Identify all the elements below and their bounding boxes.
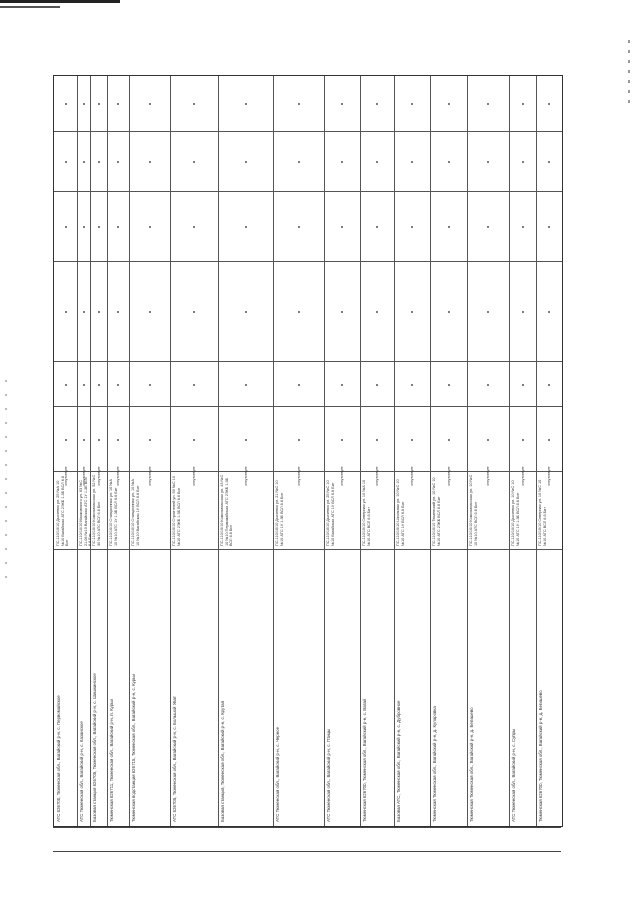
row-status: отсутствует: [520, 466, 525, 486]
empty-cell-mark: [117, 384, 119, 386]
row-address: АТС Тюменская обл., Вагайский р-н, с. Птицы: [326, 728, 331, 822]
empty-cell-mark: [98, 311, 100, 313]
empty-cell-mark: [411, 384, 413, 386]
row-divider: [54, 131, 562, 132]
row-status: отсутствует: [147, 466, 152, 486]
row-equipment: ПС-110/10/10 Северная ул. 10 №А 10 №10 АТС ВСЛ 6.6 Бит: [362, 479, 371, 546]
scan-artifact-top-secondary: [0, 6, 60, 8]
empty-cell-mark: [193, 439, 195, 441]
row-status: отсутствует: [63, 466, 68, 486]
empty-cell-mark: [448, 161, 450, 163]
row-divider: [54, 261, 562, 262]
empty-cell-mark: [376, 439, 378, 441]
empty-cell-mark: [411, 311, 413, 313]
empty-cell-mark: [298, 384, 300, 386]
empty-cell-mark: [65, 384, 67, 386]
empty-cell-mark: [376, 311, 378, 313]
empty-cell-mark: [448, 311, 450, 313]
empty-cell-mark: [83, 161, 85, 163]
empty-cell-mark: [411, 226, 413, 228]
row-equipment: ПС-110/10/10 Тюменский ул. 10 №С 10 №10 АТС 2ЭКБ ВСЛ 6.6 Бит: [432, 477, 441, 546]
row-equipment: ПС-110/10/10 Дьяченко ул. 10 №С 10 №10 АТС 1У 1.3Б ВСЛ 6.6 Бит: [511, 480, 520, 546]
scan-artifact-top: [0, 0, 120, 3]
empty-cell-mark: [298, 103, 300, 105]
empty-cell-mark: [487, 103, 489, 105]
row-address: Базовая станция 626705, Тюменская обл., Вагайский р-н, с. Шишкинское: [92, 673, 97, 822]
column-divider: [536, 76, 537, 826]
empty-cell-mark: [65, 311, 67, 313]
column-divider: [107, 76, 108, 826]
footer-rule-lower: [53, 851, 561, 852]
row-status: отсутствует: [96, 466, 101, 486]
empty-cell-mark: [193, 103, 195, 105]
empty-cell-mark: [83, 439, 85, 441]
empty-cell-mark: [448, 439, 450, 441]
empty-cell-mark: [341, 103, 343, 105]
row-equipment: ПС-110/10/10 Комсомольская ул. 52 №С 30 №10 АТС ВСЛ 6.6 Бит: [92, 474, 101, 546]
empty-cell-mark: [245, 226, 247, 228]
empty-cell-mark: [548, 103, 550, 105]
empty-cell-mark: [149, 311, 151, 313]
column-divider: [324, 76, 325, 826]
row-equipment: ПС-110/10/10 Школьная ул. 10 №С 10 №10 АТС 1У ВСЛ 6.6 Бит: [396, 479, 405, 546]
empty-cell-mark: [376, 226, 378, 228]
empty-cell-mark: [411, 161, 413, 163]
empty-cell-mark: [341, 439, 343, 441]
row-equipment: ПС-110/10/10 Маяковского ул. 63 №С 21.06 №10 Вагайская АТС 1У 1.3Б ВСЛ 6.6 Бит: [79, 476, 93, 546]
row-address: Базовая АТС, Тюменская обл., Вагайский р-н, с. Дубровное: [396, 700, 401, 822]
empty-cell-mark: [193, 161, 195, 163]
row-equipment: ПС-110/10/10 Строителей ул. 59 №С 10 №10 АТС 2ЭКБ 1.3Б ВСЛ 6.6 Бит: [172, 476, 181, 546]
row-equipment: ПС-110/10/10 Дьяченко ул. 21 №С 10 №10 АТС 1У 1.3Б ВСЛ 6.6 Бит: [275, 480, 284, 546]
empty-cell-mark: [193, 384, 195, 386]
column-divider: [509, 76, 510, 826]
row-address: АТС Тюменская обл., Вагайский р-н, с. Казанское: [79, 721, 84, 822]
column-divider: [170, 76, 171, 826]
empty-cell-mark: [117, 103, 119, 105]
column-divider: [467, 76, 468, 826]
row-status: отсутствует: [340, 466, 344, 486]
empty-cell-mark: [245, 161, 247, 163]
column-divider: [430, 76, 431, 826]
empty-cell-mark: [522, 384, 524, 386]
row-address: Тюменская 626711, Тюменская обл., Вагайский р-н, п. Курьи: [109, 699, 114, 822]
column-divider: [360, 76, 361, 826]
empty-cell-mark: [117, 439, 119, 441]
row-divider: [54, 361, 562, 362]
empty-cell-mark: [376, 161, 378, 163]
rotated-data-table: [53, 75, 563, 827]
empty-cell-mark: [298, 226, 300, 228]
empty-cell-mark: [117, 226, 119, 228]
row-status: отсутствует: [296, 466, 301, 486]
row-address: Тюменская 626700, Тюменская обл., Вагайский р-н, с. Вагай: [362, 699, 367, 822]
empty-cell-mark: [487, 161, 489, 163]
empty-cell-mark: [193, 226, 195, 228]
empty-cell-mark: [341, 161, 343, 163]
row-divider: [54, 191, 562, 192]
empty-cell-mark: [548, 161, 550, 163]
row-equipment: ПС-110/10/10 Комсомольская ул. 43 №С 10 №10 Первомайская АТС 2ЭКБ 1.3Б ВСЛ 6.6 Бит: [220, 474, 234, 546]
scan-margin-specks-left: [5, 380, 7, 580]
column-divider: [218, 76, 219, 826]
empty-cell-mark: [83, 226, 85, 228]
empty-cell-mark: [448, 103, 450, 105]
row-status: отсутствует: [116, 466, 120, 486]
empty-cell-mark: [298, 439, 300, 441]
row-address: АТС Тюменская обл., Вагайский р-н, с. Супры: [511, 728, 516, 822]
empty-cell-mark: [117, 311, 119, 313]
empty-cell-mark: [522, 226, 524, 228]
empty-cell-mark: [83, 311, 85, 313]
empty-cell-mark: [98, 103, 100, 105]
row-equipment: ПС-110/10/10 Северная ул. 10 №С 10 №10 АТС ВСЛ 6.6 Бит: [538, 479, 547, 546]
row-status: отсутствует: [81, 466, 86, 486]
column-divider: [394, 76, 395, 826]
empty-cell-mark: [117, 161, 119, 163]
empty-cell-mark: [98, 161, 100, 163]
empty-cell-mark: [98, 226, 100, 228]
empty-cell-mark: [341, 311, 343, 313]
empty-cell-mark: [548, 226, 550, 228]
row-equipment: ПС-110/10/10 Станционная ул. 10 №А 10 №10 АТС 1У 1.3Б ВСЛ 6.6 Бит: [109, 479, 118, 546]
empty-cell-mark: [98, 384, 100, 386]
empty-cell-mark: [376, 384, 378, 386]
empty-cell-mark: [149, 439, 151, 441]
row-equipment: ПС-110/10/10 Станционная ул. 10 №А 10 №10 Вагайская 1У ВСЛ 6.6 Бит: [131, 479, 140, 546]
row-status: отсутствует: [547, 466, 551, 486]
row-address: АТС 626700, Тюменская обл., Вагайский р-н, с. Первомайское: [56, 695, 61, 822]
empty-cell-mark: [548, 384, 550, 386]
column-divider: [129, 76, 130, 826]
empty-cell-mark: [245, 103, 247, 105]
row-equipment: ПС-110/10/10 Дьяченко ул. 25 №А 10 №10 Вагайская АТС 2ЭКБ 1.3Б ВСЛ 6.6 Бит: [56, 475, 70, 546]
empty-cell-mark: [487, 384, 489, 386]
empty-cell-mark: [548, 311, 550, 313]
empty-cell-mark: [298, 311, 300, 313]
empty-cell-mark: [245, 384, 247, 386]
footer-rule-upper: [53, 827, 561, 828]
empty-cell-mark: [83, 384, 85, 386]
empty-cell-mark: [149, 384, 151, 386]
empty-cell-mark: [149, 103, 151, 105]
row-address: Тюменская Тюменская обл., Вагайский р-н, д. Бегишево: [469, 707, 474, 822]
row-status: отсутствует: [410, 466, 414, 486]
empty-cell-mark: [149, 226, 151, 228]
row-address: АТС 626705, Тюменская обл., Вагайский р-н, с. Большой Уват: [172, 696, 177, 822]
empty-cell-mark: [411, 439, 413, 441]
empty-cell-mark: [522, 311, 524, 313]
empty-cell-mark: [411, 103, 413, 105]
row-equipment: ПС-110/10/10 Дьяченко ул. 25 №С 10 №10 Вагайская АТС 1У ВСЛ 6.6 Бит: [326, 480, 335, 546]
row-status: отсутствует: [375, 466, 379, 486]
row-address: Базовая станция, Тюменская обл., Вагайский р-н, с. Крутая: [220, 700, 225, 822]
empty-cell-mark: [376, 103, 378, 105]
row-address: Тюменская подстанция 626715, Тюменская обл., Вагайский р-н, с. Курьи: [131, 674, 136, 822]
column-divider: [77, 76, 78, 826]
empty-cell-mark: [245, 439, 247, 441]
empty-cell-mark: [65, 226, 67, 228]
row-divider: [54, 406, 562, 407]
row-status: отсутствует: [192, 466, 196, 486]
empty-cell-mark: [298, 161, 300, 163]
row-address: АТС Тюменская обл., Вагайский р-н, с. Черное: [275, 726, 280, 822]
empty-cell-mark: [245, 311, 247, 313]
empty-cell-mark: [341, 226, 343, 228]
empty-cell-mark: [522, 439, 524, 441]
empty-cell-mark: [522, 161, 524, 163]
row-status: отсутствует: [243, 466, 248, 486]
row-equipment: ПС-110/10/10 Комсомольская ул. 10 №С 10 №10 АТС ВСЛ 6.6 Бит: [469, 474, 478, 546]
empty-cell-mark: [487, 439, 489, 441]
empty-cell-mark: [65, 161, 67, 163]
column-divider: [90, 76, 91, 826]
empty-cell-mark: [448, 384, 450, 386]
empty-cell-mark: [65, 103, 67, 105]
empty-cell-mark: [149, 161, 151, 163]
empty-cell-mark: [487, 311, 489, 313]
scan-margin-specks-right: [628, 40, 630, 110]
row-status: отсутствует: [446, 466, 451, 486]
column-divider: [273, 76, 274, 826]
row-address: Тюменская 626700, Тюменская обл., Вагайский р-н, д. Бегишево: [538, 690, 543, 822]
empty-cell-mark: [65, 439, 67, 441]
empty-cell-mark: [487, 226, 489, 228]
empty-cell-mark: [83, 103, 85, 105]
empty-cell-mark: [548, 439, 550, 441]
empty-cell-mark: [341, 384, 343, 386]
empty-cell-mark: [522, 103, 524, 105]
row-address: Тюменская Тюменская обл., Вагайский р-н, д. Куларовка: [432, 706, 437, 822]
empty-cell-mark: [98, 439, 100, 441]
empty-cell-mark: [448, 226, 450, 228]
row-status: отсутствует: [486, 466, 490, 486]
empty-cell-mark: [193, 311, 195, 313]
